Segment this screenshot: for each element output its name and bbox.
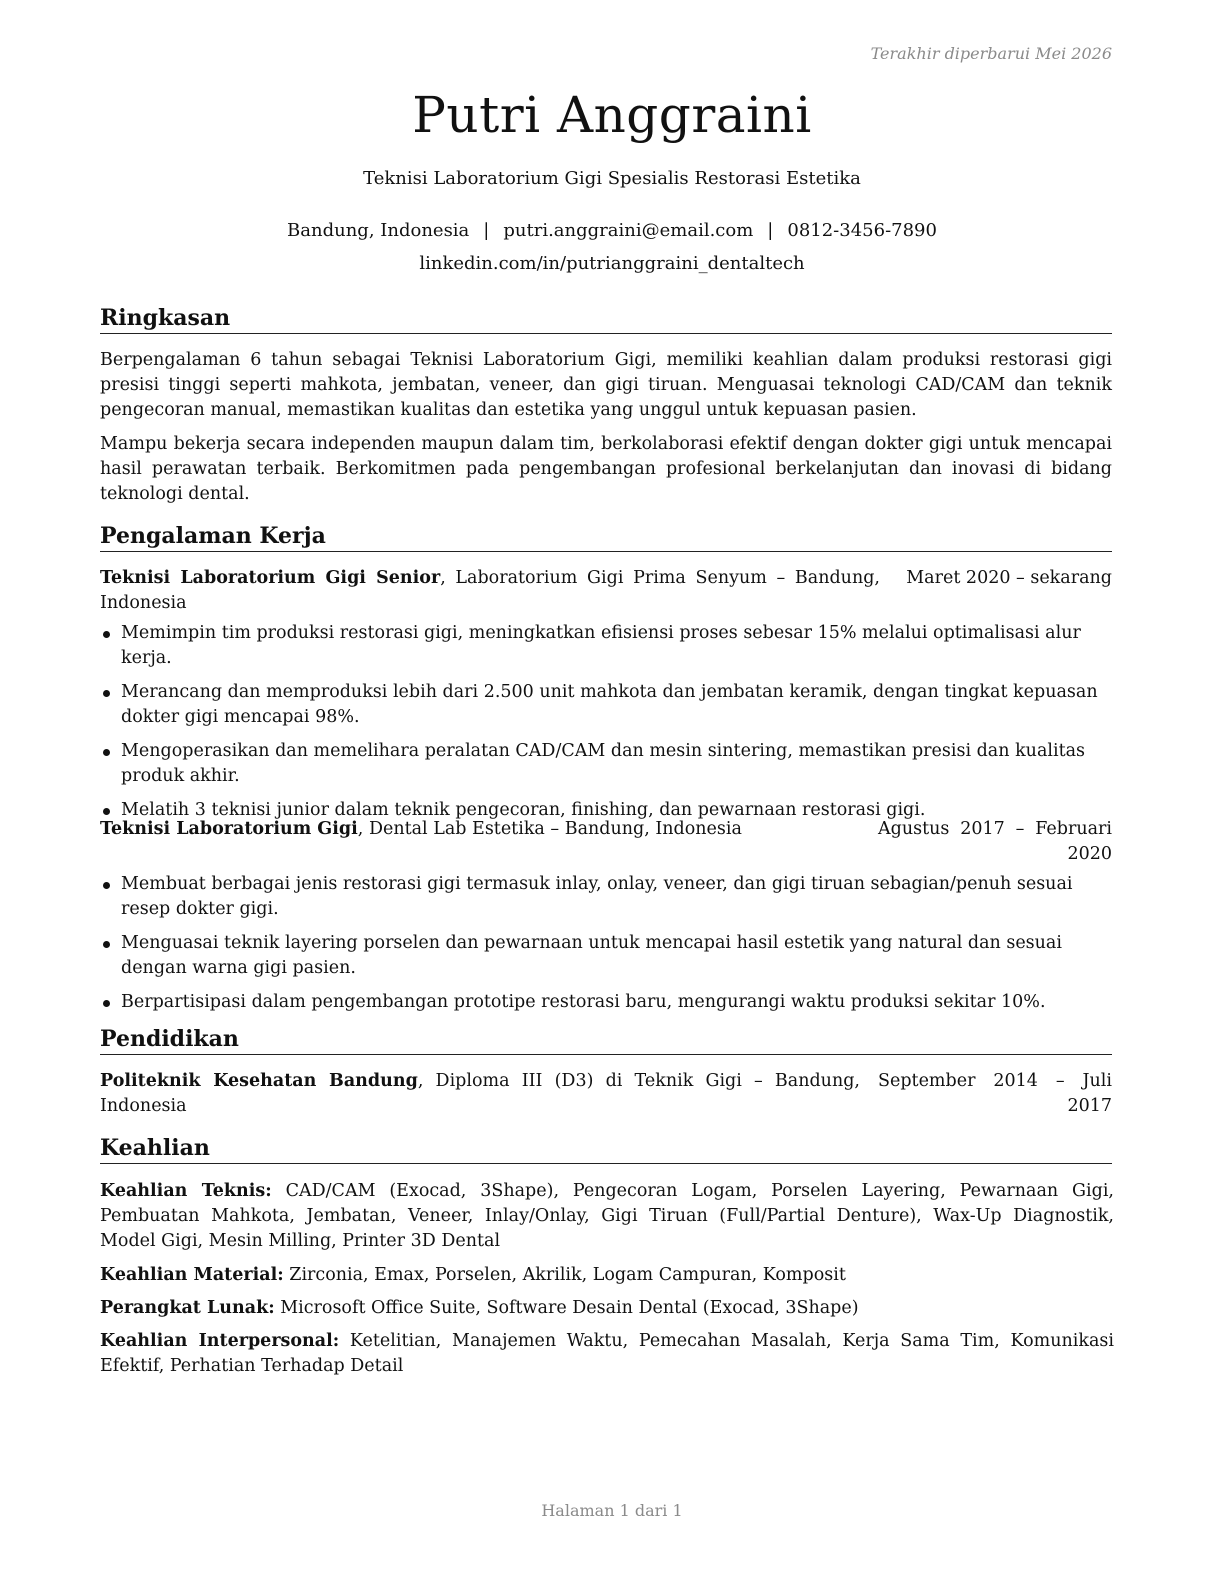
list-item: Memimpin tim produksi restorasi gigi, meningkatkan efisiensi proses sebesar 15% melalui optimalisasi alur kerja. (100, 621, 1112, 671)
linkedin-link[interactable]: linkedin.com/in/putrianggraini_dentaltech (419, 253, 805, 274)
skill-row (100, 1179, 1114, 1254)
list-item: Menguasai teknik layering porselen dan pewarnaan untuk mencapai hasil estetik yang natural dan sesuai dengan warna gigi pasien. (100, 931, 1112, 981)
email-link[interactable]: putri.anggraini@email.com (503, 220, 754, 241)
summary-paragraph: Mampu bekerja secara independen maupun dalam tim, berkolaborasi efektif dengan dokter gigi untuk mencapai hasil perawatan terbaik. Berkomitmen pada pengembangan profesional berkelanjutan dan inovasi di bidang teknologi dental. (100, 434, 1112, 504)
section-title-skills: Keahlian (100, 1135, 1112, 1164)
skill-label: Keahlian Interpersonal: (100, 1331, 340, 1351)
skill-row (100, 1263, 1114, 1288)
headline: Teknisi Laboratorium Gigi Spesialis Restorasi Estetika (363, 168, 861, 189)
skill-value: Microsoft Office Suite, Software Desain Dental (Exocad, 3Shape) (274, 1298, 859, 1318)
skill-value: Ketelitian, Manajemen Waktu, Pemecahan Masalah, Kerja Sama Tim, Komunikasi Efektif, Perhatian Terhadap Detail (100, 1331, 1114, 1376)
education-dates: September 2014 – Juli 2017 (878, 1071, 1112, 1116)
list-item: Merancang dan memproduksi lebih dari 2.500 unit mahkota dan jembatan keramik, dengan tingkat kepuasan dokter gigi mencapai 98%. (100, 680, 1112, 730)
phone: 0812-3456-7890 (787, 220, 937, 241)
section-title-education: Pendidikan (100, 1026, 1112, 1055)
list-item: Mengoperasikan dan memelihara peralatan CAD/CAM dan mesin sintering, memastikan presisi dan kualitas produk akhir. (100, 739, 1112, 789)
job-role: Teknisi Laboratorium Gigi Senior (100, 568, 441, 588)
education-entry: Politeknik Kesehatan Bandung, Diploma III (D3) di Teknik Gigi – Bandung, Indonesia September 2014 – Juli 2017 (100, 1069, 1112, 1119)
page-number: Halaman 1 dari 1 (541, 1501, 683, 1520)
last-updated: Terakhir diperbarui Mei 2026 (870, 44, 1112, 63)
separator: | (483, 220, 490, 241)
list-item: Membuat berbagai jenis restorasi gigi termasuk inlay, onlay, veneer, dan gigi tiruan sebagian/penuh sesuai resep dokter gigi. (100, 872, 1112, 922)
job-bullets (100, 621, 1112, 832)
job-role: Teknisi Laboratorium Gigi (100, 819, 358, 839)
job-org: Laboratorium Gigi Prima Senyum – Bandung, Indonesia (100, 568, 880, 613)
skill-row (100, 1296, 1114, 1321)
program: Diploma III (D3) di Teknik Gigi – Bandung, Indonesia (100, 1071, 860, 1116)
job-dates: Maret 2020 – sekarang (906, 568, 1112, 588)
location: Bandung, Indonesia (287, 220, 470, 241)
job-header: Teknisi Laboratorium Gigi Senior, Laboratorium Gigi Prima Senyum – Bandung, Indonesia Maret 2020 – sekarang (100, 568, 1112, 613)
job-bullets (100, 872, 1112, 1024)
skill-value: Zirconia, Emax, Porselen, Akrilik, Logam Campuran, Komposit (283, 1265, 846, 1285)
skill-label: Perangkat Lunak: (100, 1298, 275, 1318)
school-name: Politeknik Kesehatan Bandung (100, 1071, 418, 1091)
skill-label: Keahlian Material: (100, 1265, 284, 1285)
skill-value: CAD/CAM (Exocad, 3Shape), Pengecoran Logam, Porselen Layering, Pewarnaan Gigi, Pembuatan Mahkota, Jembatan, Veneer, Inlay/Onlay, Gigi Tiruan (Full/Partial Denture), Wax-Up Diagnostik, Model Gigi, Mesin Milling, Printer 3D Dental (100, 1181, 1114, 1251)
contact-line (0, 220, 1224, 241)
job-org: Dental Lab Estetika – Bandung, Indonesia (368, 819, 742, 839)
list-item: Berpartisipasi dalam pengembangan prototipe restorasi baru, mengurangi waktu produksi sekitar 10%. (100, 990, 1112, 1015)
job-dates: Agustus 2017 – Februari 2020 (878, 819, 1112, 864)
summary-paragraph: Berpengalaman 6 tahun sebagai Teknisi Laboratorium Gigi, memiliki keahlian dalam produksi restorasi gigi presisi tinggi seperti mahkota, jembatan, veneer, dan gigi tiruan. Menguasai teknologi CAD/CAM dan teknik pengecoran manual, memastikan kualitas dan estetika yang unggul untuk kepuasan pasien. (100, 350, 1112, 420)
candidate-name: Putri Anggraini (412, 86, 812, 144)
section-title-summary: Ringkasan (100, 305, 1112, 334)
separator: | (767, 220, 774, 241)
list-item: Melatih 3 teknisi junior dalam teknik pengecoran, finishing, dan pewarnaan restorasi gigi. (100, 798, 1112, 823)
skill-row (100, 1329, 1114, 1379)
section-title-experience: Pengalaman Kerja (100, 523, 1112, 552)
job-header: Teknisi Laboratorium Gigi, Dental Lab Estetika – Bandung, Indonesia Agustus 2017 – Februari 2020 (100, 817, 1112, 867)
skill-label: Keahlian Teknis: (100, 1181, 272, 1201)
